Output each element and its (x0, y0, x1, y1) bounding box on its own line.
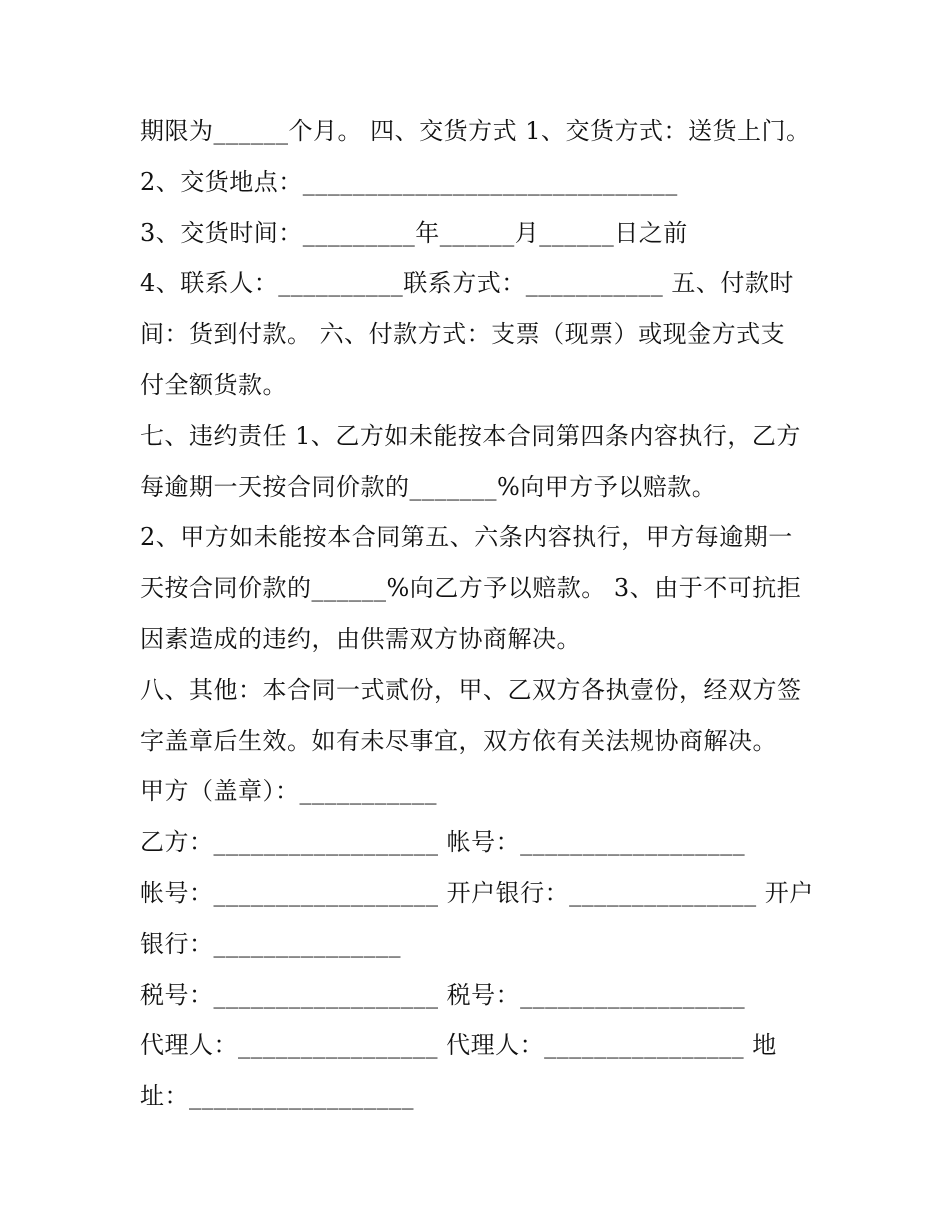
text-line-breach-2: 2、甲方如未能按本合同第五、六条内容执行，甲方每逾期一 (140, 523, 793, 552)
text-line-other-2: 字盖章后生效。如有未尽事宜，双方依有关法规协商解决。 (140, 726, 777, 755)
text-line-bank: 银行：_______________ (140, 929, 401, 958)
text-line-force-majeure: 因素造成的违约，由供需双方协商解决。 (140, 624, 581, 653)
text-line-delivery-location: 2、交货地点：______________________________ (140, 167, 678, 196)
text-line-address: 址：__________________ (140, 1082, 414, 1111)
text-line-full-payment: 付全额货款。 (140, 370, 287, 399)
text-line-contact: 4、联系人：__________联系方式：___________ 五、付款时 (140, 269, 794, 298)
text-line-breach-1-penalty: 每逾期一天按合同价款的_______%向甲方予以赔款。 (140, 472, 717, 501)
contract-text (140, 106, 820, 1122)
text-line-agent: 代理人：________________ 代理人：________________ 地 (140, 1031, 777, 1060)
text-line-party-a-seal: 甲方（盖章）：___________ (140, 777, 437, 806)
text-line-party-b-account: 乙方：__________________ 帐号：__________________ (140, 828, 746, 857)
text-line-payment-method: 间：货到付款。 六、付款方式：支票（现票）或现金方式支 (140, 320, 786, 349)
text-line-account-bank: 帐号：__________________ 开户银行：_______________ 开户 (140, 878, 814, 907)
text-line-other-1: 八、其他：本合同一式贰份，甲、乙双方各执壹份，经双方签 (140, 675, 802, 704)
text-line-breach-1: 七、违约责任 1、乙方如未能按本合同第四条内容执行，乙方 (140, 421, 801, 450)
text-line-breach-2-penalty: 天按合同价款的______%向乙方予以赔款。 3、由于不可抗拒 (140, 574, 802, 603)
text-line-delivery-term: 期限为______个月。 四、交货方式 1、交货方式：送货上门。 (140, 117, 811, 145)
text-line-tax-number: 税号：__________________ 税号：__________________ (140, 980, 746, 1009)
text-line-delivery-time: 3、交货时间：_________年______月______日之前 (140, 218, 688, 247)
